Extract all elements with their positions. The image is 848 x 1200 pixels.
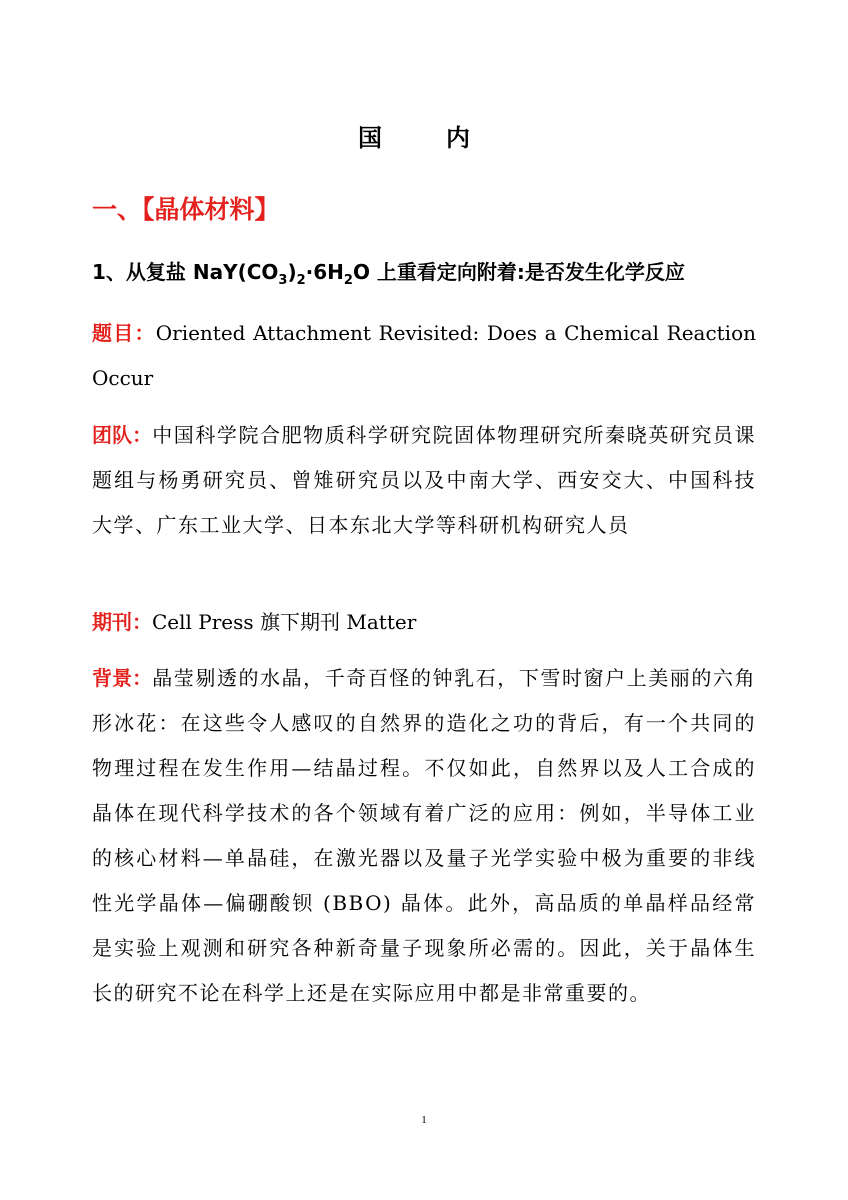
article-heading <box>92 256 772 288</box>
team-field <box>92 413 756 548</box>
formula-subscript: 2 <box>343 273 353 288</box>
field-label: 团队： <box>92 423 153 447</box>
background-value: 晶莹剔透的水晶，千奇百怪的钟乳石，下雪时窗户上美丽的六角形冰花：在这些令人感叹的自然界的造化之功的背后，有一个共同的物理过程在发生作用—结晶过程。不仅如此，自然界以及人工合成的晶体在现代科学技术的各个领域有着广泛的应用：例如，半导体工业的核心材料—单晶硅，在激光器以及量子光学实验中极为重要的非线性光学晶体—偏硼酸钡 (BBO) 晶体。此外，高品质的单晶样品经常是实验上观测和研究各种新奇量子现象所必需的。因此，关于晶体生长的研究不论在科学上还是在实际应用中都是非常重要的。 <box>92 666 757 1005</box>
formula-subscript: 3 <box>278 273 288 288</box>
section-heading: 一、【晶体材料】 <box>92 195 280 224</box>
page-title: 国 内 <box>358 124 490 152</box>
background-field <box>92 656 756 1016</box>
journal-value: Cell Press 旗下期刊 Matter <box>152 610 417 634</box>
article-number: 1、 <box>92 260 126 284</box>
field-label: 背景： <box>92 666 153 690</box>
paper-title-field <box>92 311 756 401</box>
team-value: 中国科学院合肥物质科学研究院固体物理研究所秦晓英研究员课题组与杨勇研究员、曾雉研究员以及中南大学、西安交大、中国科技大学、广东工业大学、日本东北大学等科研机构研究人员 <box>92 423 757 537</box>
article-title-part: ·6H <box>305 260 344 284</box>
article-title-part: O 上重看定向附着:是否发生化学反应 <box>352 260 685 284</box>
field-label: 期刊： <box>92 610 152 634</box>
formula-subscript: 2 <box>296 273 306 288</box>
page-number: 1 <box>421 1114 427 1126</box>
journal-field <box>92 600 756 645</box>
field-label: 题目： <box>92 321 156 345</box>
article-title-part: ) <box>287 260 297 284</box>
article-title-part: 从复盐 NaY(CO <box>125 260 279 284</box>
paper-title-value: Oriented Attachment Revisited: Does a Chemical Reaction Occur <box>92 321 757 390</box>
